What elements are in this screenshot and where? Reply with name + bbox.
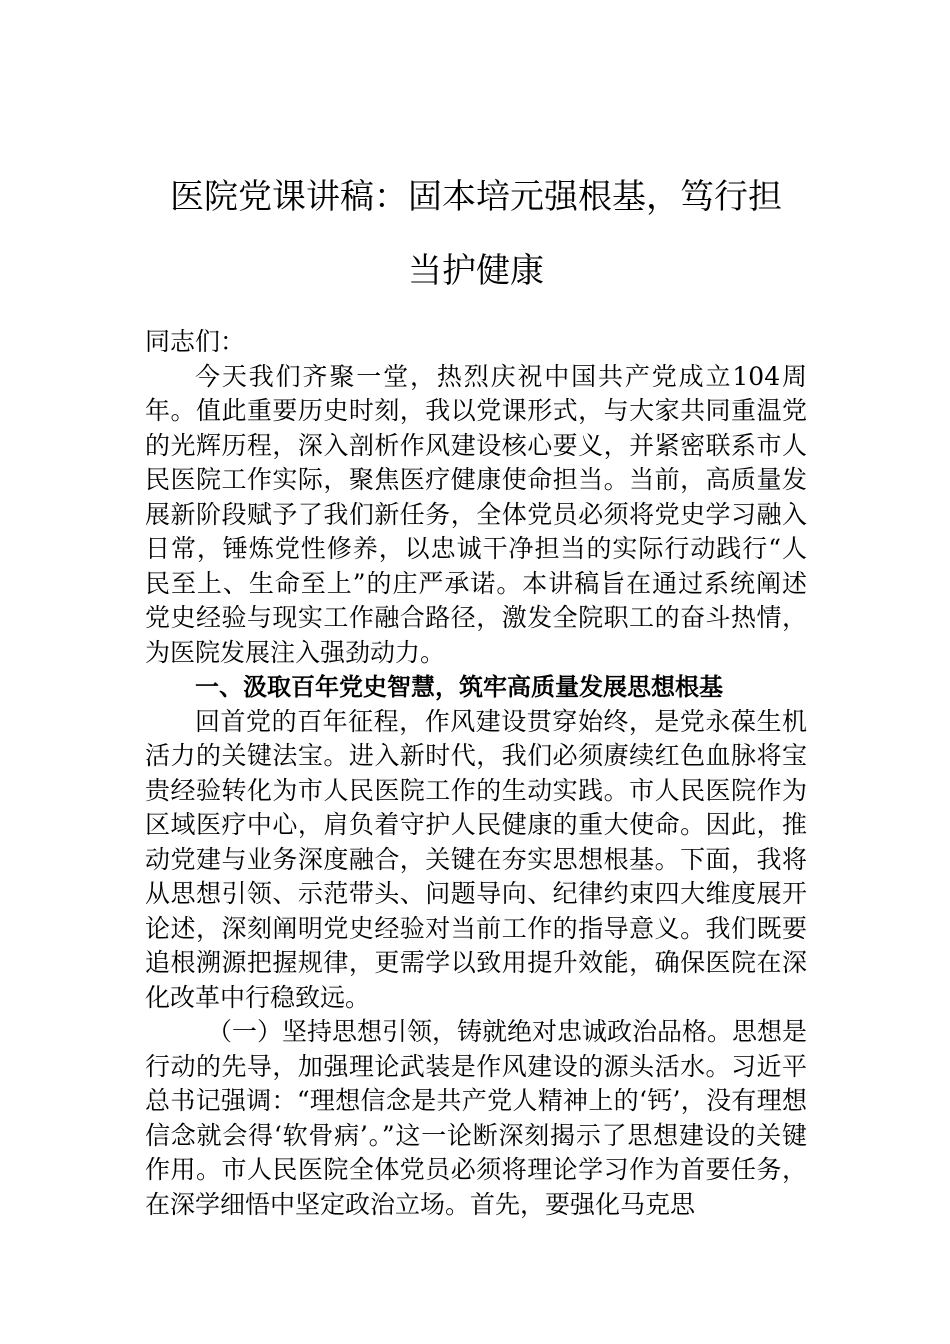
paragraph-intro: 今天我们齐聚一堂，热烈庆祝中国共产党成立104周年。值此重要历史时刻，我以党课形式，与大家共同重温党的光辉历程，深入剖析作风建设核心要义，并紧密联系市人民医院工作实际，聚焦医疗健康使命担当。当前，高质量发展新阶段赋予了我们新任务，全体党员必须将党史学习融入日常，锤炼党性修养，以忠诚干净担当的实际行动践行“人民至上、生命至上”的庄严承诺。本讲稿旨在通过系统阐述党史经验与现实工作融合路径，激发全院职工的奋斗热情，为医院发展注入强劲动力。 (145, 361, 807, 667)
document-title (145, 160, 807, 308)
salutation: 同志们： (145, 327, 246, 356)
document-body (145, 325, 807, 1222)
paragraph-section-1: 回首党的百年征程，作风建设贯穿始终，是党永葆生机活力的关键法宝。进入新时代，我们必须赓续红色血脉将宝贵经验转化为市人民医院工作的生动实践。市人民医院作为区域医疗中心，肩负着守护人民健康的重大使命。因此，推动党建与业务深度融合，关键在夯实思想根基。下面，我将从思想引领、示范带头、问题导向、纪律约束四大维度展开论述，深刻阐明党史经验对当前工作的指导意义。我们既要追根溯源把握规律，更需学以致用提升效能，确保医院在深化改革中行稳致远。 (145, 706, 807, 1012)
title-line-1: 医院党课讲稿：固本培元强根基，笃行担 (170, 177, 782, 217)
section-heading-1: 一、汲取百年党史智慧，筑牢高质量发展思想根基 (195, 672, 723, 701)
title-line-2: 当护健康 (408, 251, 544, 291)
document-page (145, 0, 807, 1344)
paragraph-subsection-1: （一）坚持思想引领，铸就绝对忠诚政治品格。思想是行动的先导，加强理论武装是作风建设的源头活水。习近平总书记强调：“理想信念是共产党人精神上的‘钙’，没有理想信念就会得‘软骨病’。”这一论断深刻揭示了思想建设的关键作用。市人民医院全体党员必须将理论学习作为首要任务，在深学细悟中坚定政治立场。首先，要强化马克思 (145, 1017, 808, 1219)
